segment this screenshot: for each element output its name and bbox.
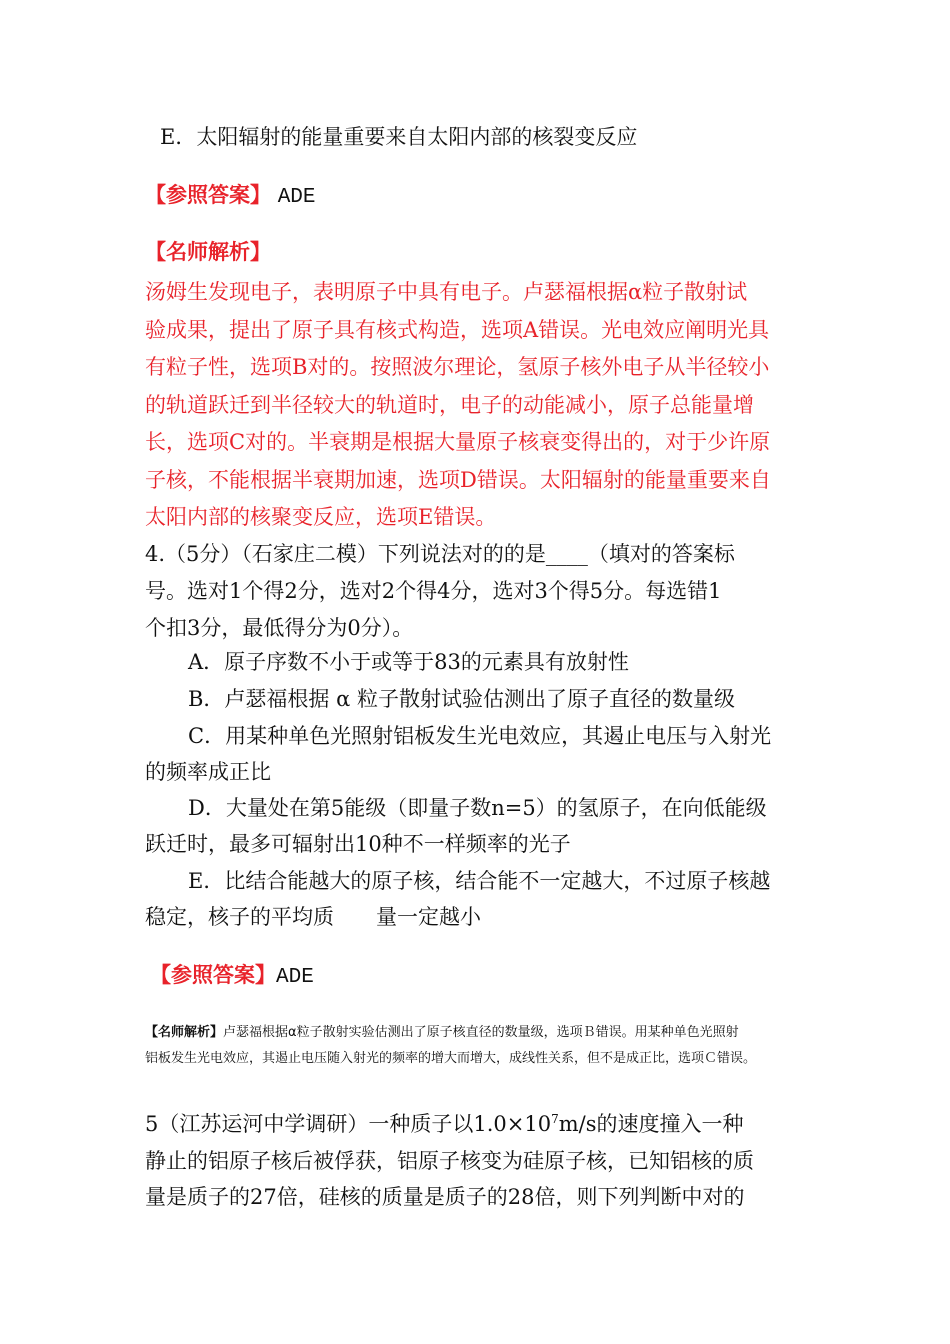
option-a: A．原子序数不小于或等于83的元素具有放射性: [188, 650, 629, 674]
analysis-line: 的轨道跃迁到半径较大的轨道时，电子的动能减小，原子总能量增: [145, 393, 754, 417]
answer-block-2: [150, 961, 314, 992]
question-4-stem-line: 个扣3分，最低得分为0分）。: [145, 616, 414, 640]
answer-value: ADE: [277, 186, 316, 209]
analysis-line: 验成果，提出了原子具有核式构造，选项A错误。光电效应阐明光具: [145, 318, 770, 342]
analysis-line: 长，选项C对的。半衰期是根据大量原子核衰变得出的，对于少许原: [145, 430, 771, 454]
analysis-line: 汤姆生发现电子，表明原子中具有电子。卢瑟福根据α粒子散射试: [145, 280, 748, 304]
question-5-line-3: 量是质子的27倍，硅核的质量是质子的28倍，则下列判断中对的: [145, 1185, 745, 1209]
question-5-text: 5（江苏运河中学调研）一种质子以1.0×10: [145, 1112, 552, 1136]
option-e-continued: 稳定，核子的平均质 量一定越小: [145, 905, 481, 929]
answer-label: 【参照答案】: [150, 963, 276, 987]
question-5-line-1: [145, 1110, 743, 1138]
analysis-label-2: 【名师解析】: [145, 1025, 224, 1040]
answer-value: ADE: [276, 966, 314, 989]
option-e: E．比结合能越大的原子核，结合能不一定越大，不过原子核越: [188, 869, 771, 893]
analysis-text: 卢瑟福根据α粒子散射实验估测出了原子核直径的数量级，选项Ｂ错误。用某种单色光照射: [223, 1025, 739, 1040]
analysis-line: 太阳内部的核聚变反应，选项E错误。: [145, 505, 497, 529]
exponent: 7: [551, 1112, 559, 1126]
question-5-line-2: 静止的铝原子核后被俘获，铝原子核变为硅原子核，已知铝核的质: [145, 1149, 754, 1173]
option-d: D．大量处在第5能级（即量子数n=5）的氢原子，在向低能级: [188, 796, 767, 820]
answer-label: 【参照答案】: [145, 183, 271, 207]
option-e-previous: E．太阳辐射的能量重要来自太阳内部的核裂变反应: [160, 125, 638, 149]
option-c: C．用某种单色光照射铝板发生光电效应，其遏止电压与入射光: [188, 724, 772, 748]
question-4-stem-line: 4.（5分）（石家庄二模）下列说法对的的是____（填对的答案标: [145, 542, 735, 566]
analysis-line: 子核，不能根据半衰期加速，选项D错误。太阳辐射的能量重要来自: [145, 468, 771, 492]
analysis-label-1: 【名师解析】: [145, 240, 271, 264]
question-5-text: m/s的速度撞入一种: [558, 1112, 744, 1136]
answer-block-1: [145, 181, 316, 212]
analysis-2-line-1: [145, 1023, 739, 1043]
analysis-2-line-2: 铝板发生光电效应，其遏止电压随入射光的频率的增大而增大，成线性关系，但不是成正比，选项Ｃ错误。: [145, 1051, 757, 1066]
option-c-continued: 的频率成正比: [145, 760, 271, 784]
analysis-line: 有粒子性，选项B对的。按照波尔理论，氢原子核外电子从半径较小: [145, 355, 770, 379]
option-d-continued: 跃迁时，最多可辐射出10种不一样频率的光子: [145, 832, 571, 856]
question-4-stem-line: 号。选对1个得2分，选对2个得4分，选对3个得5分。每选错1: [145, 579, 722, 603]
option-b: B．卢瑟福根据 α 粒子散射试验估测出了原子直径的数量级: [188, 687, 735, 711]
